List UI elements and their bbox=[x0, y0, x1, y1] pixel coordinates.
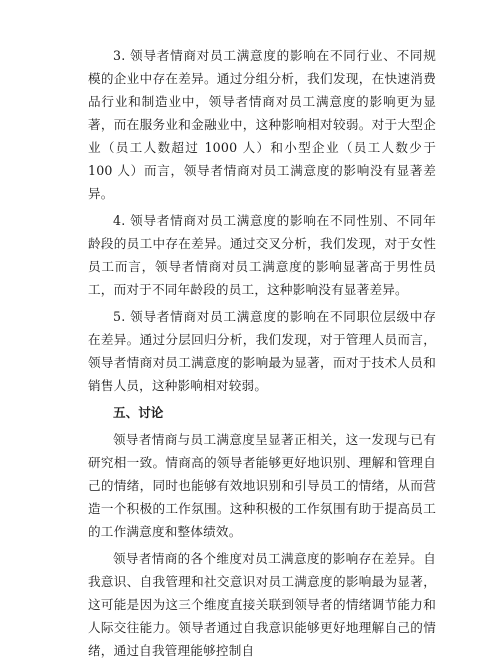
paragraph-finding-4: 4. 领导者情商对员工满意度的影响在不同性别、不同年龄段的员工中存在差异。通过交叉分析，我们发现，对于女性员工而言，领导者情商对员工满意度的影响显著高于男性员工，而对于不同年龄段的员工，这种影响没有显著差异。 bbox=[88, 213, 436, 297]
section-heading-discussion: 五、讨论 bbox=[113, 405, 164, 420]
document-page bbox=[88, 44, 436, 666]
paragraph-discussion-2: 领导者情商的各个维度对员工满意度的影响存在差异。自我意识、自我管理和社交意识对员工满意度的影响最为显著，这可能是因为这三个维度直接关联到领导者的情绪调节能力和人际交往能力。领导者通过自我意识能够更好地理解自己的情绪，通过自我管理能够控制自 bbox=[88, 551, 436, 658]
paragraph-finding-5: 5. 领导者情商对员工满意度的影响在不同职位层级中存在差异。通过分层回归分析，我们发现，对于管理人员而言，领导者情商对员工满意度的影响最为显著，而对于技术人员和销售人员，这种影响相对较弱。 bbox=[88, 309, 436, 393]
paragraph-finding-3: 3. 领导者情商对员工满意度的影响在不同行业、不同规模的企业中存在差异。通过分组分析，我们发现，在快速消费品行业和制造业中，领导者情商对员工满意度的影响更为显著，而在服务业和金融业中，这种影响相对较弱。对于大型企业（员工人数超过 1000 人）和小型企业（员工人数少于 100 人）而言，领导者情商对员工满意度的影响没有显著差异。 bbox=[88, 48, 436, 201]
paragraph-discussion-1: 领导者情商与员工满意度呈显著正相关，这一发现与已有研究相一致。情商高的领导者能够更好地识别、理解和管理自己的情绪，同时也能够有效地识别和引导员工的情绪，从而营造一个积极的工作氛围。这种积极的工作氛围有助于提高员工的工作满意度和整体绩效。 bbox=[88, 432, 436, 539]
